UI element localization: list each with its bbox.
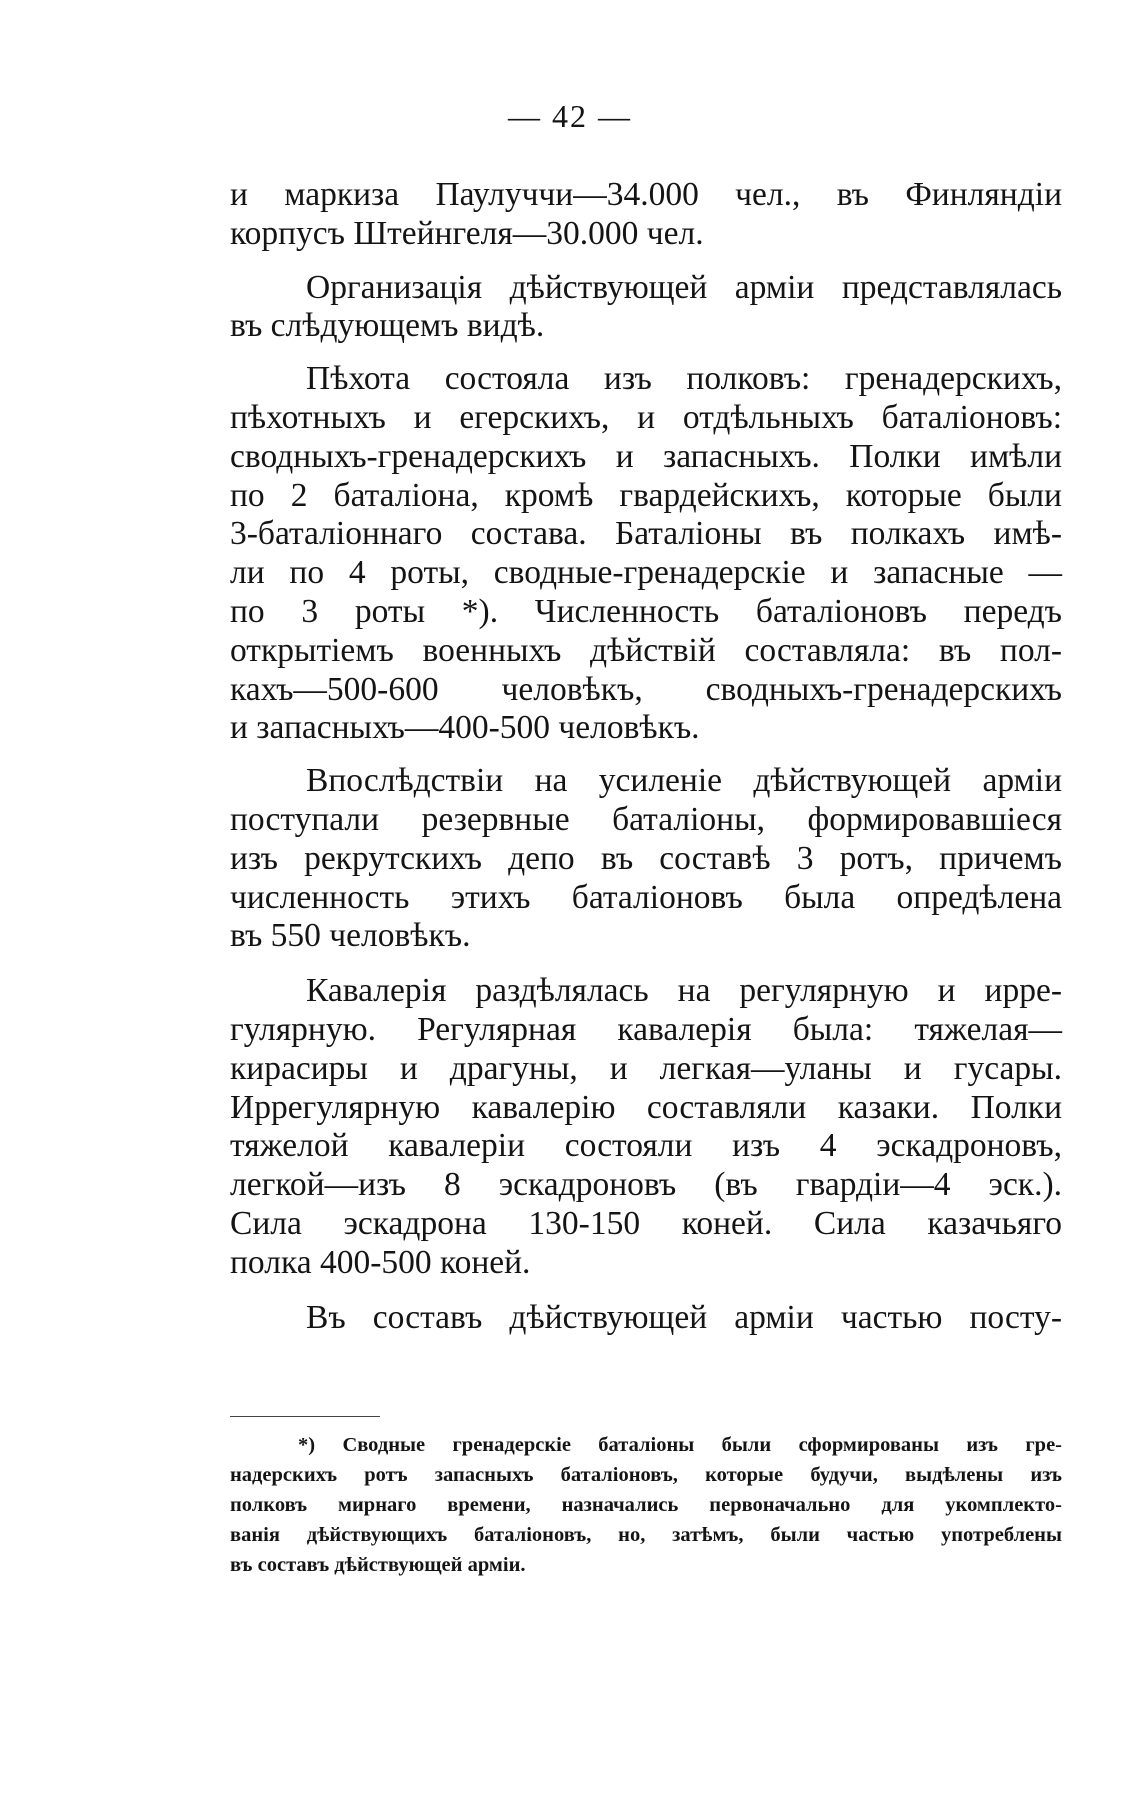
- text-line: Сила эскадрона 130-150 коней. Сила казачьяго: [230, 1204, 1062, 1242]
- text-line: по 3 роты *). Численность баталіоновъ передъ: [230, 592, 1062, 630]
- text-line: въ 550 человѣкъ.: [230, 917, 471, 955]
- footnote: [230, 1430, 1062, 1580]
- text-line: по 2 баталіона, кромѣ гвардейскихъ, которые были: [230, 476, 1062, 514]
- text-line: гулярную. Регулярная кавалерія была: тяжелая—: [230, 1010, 1062, 1048]
- main-text: [230, 176, 1062, 1337]
- footnote-divider: [230, 1416, 380, 1417]
- text-line: и запасныхъ—400-500 человѣкъ.: [230, 709, 700, 747]
- text-line: пѣхотныхъ и егерскихъ, и отдѣльныхъ баталіоновъ:: [230, 398, 1062, 436]
- text-line: численность этихъ баталіоновъ была опредѣлена: [230, 878, 1062, 916]
- text-line: Иррегулярную кавалерію составляли казаки. Полки: [230, 1088, 1062, 1126]
- text-line: корпусъ Штейнгеля—30.000 чел.: [230, 214, 704, 252]
- text-line: Кавалерія раздѣлялась на регулярную и ирре-: [306, 972, 1062, 1010]
- text-line: поступали резервные баталіоны, формировавшіеся: [230, 800, 1062, 838]
- footnote-line: полковъ мирнаго времени, назначались первоначально для укомплекто-: [230, 1494, 1062, 1516]
- text-line: Въ составъ дѣйствующей арміи частью посту-: [306, 1298, 1062, 1336]
- footnote-line: надерскихъ ротъ запасныхъ баталіоновъ, которые будучи, выдѣлены изъ: [230, 1464, 1062, 1486]
- text-line: полка 400-500 коней.: [230, 1243, 531, 1281]
- text-line: ли по 4 роты, сводные-гренадерскіе и запасные —: [230, 554, 1062, 592]
- text-line: сводныхъ-гренадерскихъ и запасныхъ. Полки имѣли: [230, 437, 1062, 475]
- paragraph-2: [230, 269, 1062, 347]
- paragraph-4: [230, 762, 1062, 956]
- page-number: — 42 —: [508, 98, 632, 134]
- text-line: легкой—изъ 8 эскадроновъ (въ гвардіи—4 эск.).: [230, 1166, 1062, 1204]
- text-line: 3-баталіоннаго состава. Баталіоны въ полкахъ имѣ-: [230, 515, 1062, 553]
- paragraph-3: [230, 360, 1062, 748]
- text-line: кахъ—500-600 человѣкъ, сводныхъ-гренадерскихъ: [230, 670, 1062, 708]
- paragraph-5: [230, 972, 1062, 1282]
- text-line: въ слѣдующемъ видѣ.: [230, 307, 545, 345]
- text-line: открытіемъ военныхъ дѣйствій составляла: въ пол-: [230, 631, 1062, 669]
- footnote-line: въ составъ дѣйствующей арміи.: [230, 1554, 526, 1576]
- text-line: и маркиза Паулуччи—34.000 чел., въ Финляндіи: [230, 176, 1062, 213]
- paragraph-1: [230, 176, 1062, 254]
- footnote-line: ванія дѣйствующихъ баталіоновъ, но, затѣмъ, были частью употреблены: [230, 1524, 1062, 1546]
- text-line: изъ рекрутскихъ депо въ составѣ 3 ротъ, причемъ: [230, 839, 1062, 877]
- text-line: Организація дѣйствующей арміи представлялась: [306, 268, 1062, 306]
- footnote-line: *) Сводные гренадерскіе баталіоны были сформированы изъ гре-: [298, 1434, 1062, 1456]
- paragraph-6: [230, 1299, 1062, 1338]
- text-line: тяжелой кавалеріи состояли изъ 4 эскадроновъ,: [230, 1127, 1062, 1165]
- text-line: Впослѣдствіи на усиленіе дѣйствующей арміи: [306, 762, 1062, 800]
- text-line: Пѣхота состояла изъ полковъ: гренадерскихъ,: [306, 360, 1062, 398]
- text-line: кирасиры и драгуны, и легкая—уланы и гусары.: [230, 1049, 1062, 1087]
